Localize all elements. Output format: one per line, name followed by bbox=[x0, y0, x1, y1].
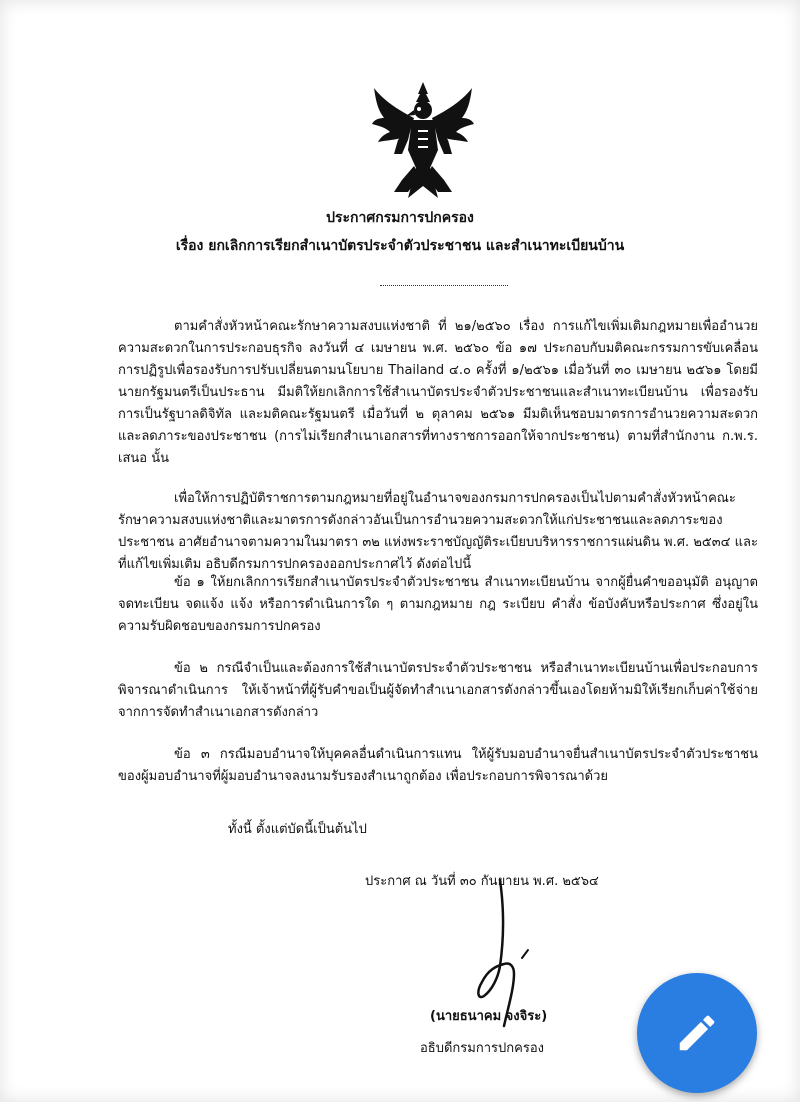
paragraph-clause-2 bbox=[118, 658, 758, 724]
paragraph-text: ข้อ ๒ กรณีจำเป็นและต้องการใช้สำเนาบัตรประจำตัวประชาชน หรือสำเนาทะเบียนบ้านเพื่อประกอบการพิจารณาดำเนินการ ให้เจ้าหน้าที่ผู้รับคำขอเป็นผู้จัดทำสำเนาเอกสารดังกล่าวขึ้นเองโดยห้ามมิให้เรียกเก็บค่าใช้จ่ายจากการจัดทำสำเนาเอกสารดังกล่าว bbox=[118, 661, 758, 720]
closing-line: ทั้งนี้ ตั้งแต่บัดนี้เป็นต้นไป bbox=[228, 822, 367, 837]
pencil-icon bbox=[674, 1010, 720, 1056]
paragraph-text: ข้อ ๑ ให้ยกเลิกการเรียกสำเนาบัตรประจำตัวประชาชน สำเนาทะเบียนบ้าน จากผู้ยื่นคำขออนุมัติ อนุญาต จดทะเบียน จดแจ้ง แจ้ง หรือการดำเนินการใด ๆ ตามกฎหมาย กฎ ระเบียบ คำสั่ง ข้อบังคับหรือประกาศ ซึ่งอยู่ในความรับผิดชอบของกรมการปกครอง bbox=[118, 575, 758, 634]
announcement-title: ประกาศกรมการปกครอง bbox=[326, 210, 474, 226]
paragraph-text: ข้อ ๓ กรณีมอบอำนาจให้บุคคลอื่นดำเนินการแทน ให้ผู้รับมอบอำนาจยื่นสำเนาบัตรประจำตัวประชาชนของผู้มอบอำนาจที่ผู้มอบอำนาจลงนามรับรองสำเนาถูกต้อง เพื่อประกอบการพิจารณาด้วย bbox=[118, 747, 758, 784]
paragraph-2 bbox=[118, 488, 758, 576]
edit-fab-button[interactable] bbox=[637, 973, 757, 1093]
announcement-subject: เรื่อง ยกเลิกการเรียกสำเนาบัตรประจำตัวประชาชน และสำเนาทะเบียนบ้าน bbox=[175, 238, 625, 254]
date-line: ประกาศ ณ วันที่ ๓๐ กันยายน พ.ศ. ๒๕๖๔ bbox=[365, 874, 599, 889]
paragraph-clause-3 bbox=[118, 744, 758, 788]
paragraph-clause-1 bbox=[118, 572, 758, 638]
paragraph-text: เพื่อให้การปฏิบัติราชการตามกฎหมายที่อยู่ในอำนาจของกรมการปกครองเป็นไปตามคำสั่งหัวหน้าคณะรักษาความสงบแห่งชาติและมาตรการดังกล่าวอันเป็นการอำนวยความสะดวกให้แก่ประชาชนและลดภาระของประชาชน อาศัยอำนาจตามความในมาตรา ๓๒ แห่งพระราชบัญญัติระเบียบบริหารราชการแผ่นดิน พ.ศ. ๒๕๓๔ และที่แก้ไขเพิ่มเติม อธิบดีกรมการปกครองออกประกาศไว้ ดังต่อไปนี้ bbox=[118, 491, 758, 572]
signer-title: อธิบดีกรมการปกครอง bbox=[420, 1041, 544, 1056]
signer-name: (นายธนาคม จงจิระ) bbox=[430, 1009, 548, 1024]
paragraph-1 bbox=[118, 316, 758, 470]
garuda-emblem bbox=[368, 80, 478, 200]
divider bbox=[380, 285, 508, 286]
paragraph-text: ตามคำสั่งหัวหน้าคณะรักษาความสงบแห่งชาติ ที่ ๒๑/๒๕๖๐ เรื่อง การแก้ไขเพิ่มเติมกฎหมายเพื่ออำนวยความสะดวกในการประกอบธุรกิจ ลงวันที่ ๔ เมษายน พ.ศ. ๒๕๖๐ ข้อ ๑๗ ประกอบกับมติคณะกรรมการขับเคลื่อนการปฏิรูปเพื่อรองรับการปรับเปลี่ยนตามนโยบาย Thailand ๔.๐ ครั้งที่ ๑/๒๕๖๑ เมื่อวันที่ ๓๐ เมษายน ๒๕๖๑ โดยมีนายกรัฐมนตรีเป็นประธาน มีมติให้ยกเลิกการใช้สำเนาบัตรประจำตัวประชาชนและสำเนาทะเบียนบ้าน เพื่อรองรับการเป็นรัฐบาลดิจิทัล และมติคณะรัฐมนตรี เมื่อวันที่ ๒ ตุลาคม ๒๕๖๑ มีมติเห็นชอบมาตรการอำนวยความสะดวกและลดภาระของประชาชน (การไม่เรียกสำเนาเอกสารที่ทางราชการออกให้จากประชาชน) ตามที่สำนักงาน ก.พ.ร. เสนอ นั้น bbox=[118, 319, 758, 466]
